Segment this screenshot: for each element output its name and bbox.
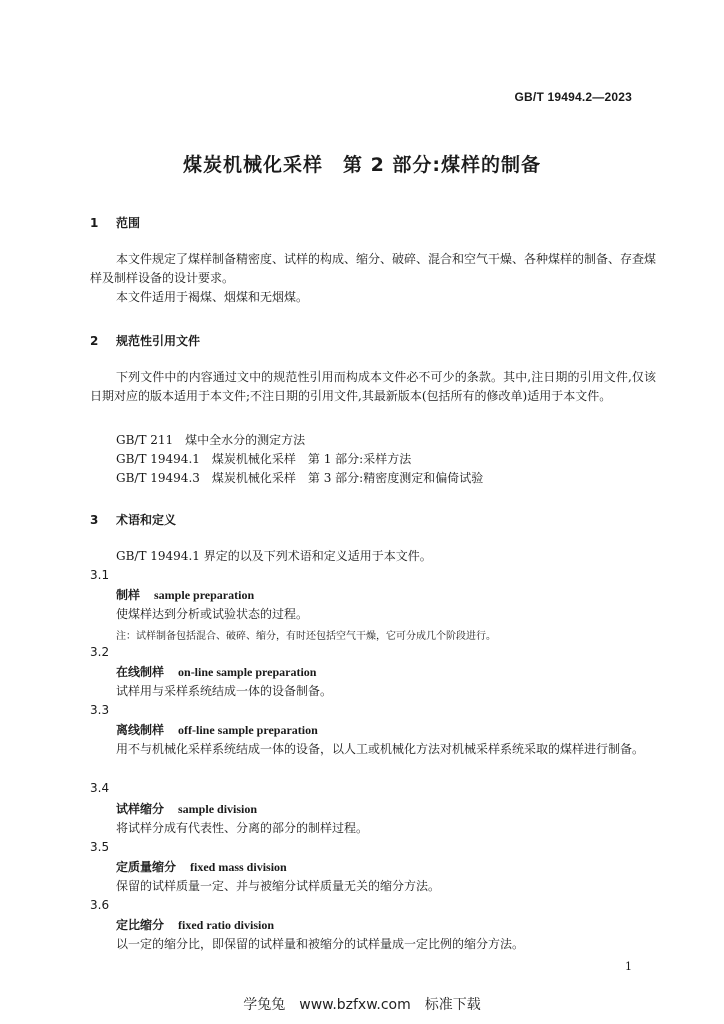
term-zh: 离线制样 [116, 723, 165, 737]
term-zh: 定比缩分 [116, 918, 165, 932]
section-number: 1 [90, 216, 99, 230]
term-en: fixed ratio division [178, 918, 275, 932]
term-definition: 用不与机械化采样系统结成一体的设备，以人工或机械化方法对机械采样系统采取的煤样进行制备。 [116, 742, 645, 756]
section-3-intro: GB/T 19494.1 界定的以及下列术语和定义适用于本文件。 [116, 549, 432, 563]
term-zh: 在线制样 [116, 665, 165, 679]
term-en: off-line sample preparation [178, 723, 318, 737]
section-title: 规范性引用文件 [116, 334, 201, 348]
term-heading [116, 916, 274, 933]
term-zh: 制样 [116, 588, 141, 602]
footer-watermark-text[interactable]: 学兔兔 www.bzfxw.com 标准下载 [243, 997, 481, 1013]
term-number: 3.3 [90, 703, 110, 717]
section-2-para-1: 下列文件中的内容通过文中的规范性引用而构成本文件必不可少的条款。其中,注日期的引用文件,仅该日期对应的版本适用于本文件;不注日期的引用文件,其最新版本(包括所有的修改单)适用于本文件。 [90, 370, 656, 403]
section-1-heading [90, 214, 140, 231]
term-definition: 将试样分成有代表性、分离的部分的制样过程。 [116, 821, 369, 835]
term-en: sample division [178, 802, 258, 816]
section-1-para-2: 本文件适用于褐煤、烟煤和无烟煤。 [116, 290, 309, 304]
term-number: 3.2 [90, 645, 110, 659]
term-number: 3.1 [90, 568, 110, 582]
document-title: 煤炭机械化采样 第 2 部分:煤样的制备 [182, 154, 542, 176]
term-number: 3.4 [90, 781, 110, 795]
section-number: 3 [90, 513, 99, 527]
term-definition: 使煤样达到分析或试验状态的过程。 [116, 607, 309, 621]
term-zh: 定质量缩分 [116, 860, 177, 874]
reference-item: GB/T 211 煤中全水分的测定方法 [116, 433, 306, 447]
term-heading [116, 721, 318, 738]
term-definition: 保留的试样质量一定、并与被缩分试样质量无关的缩分方法。 [116, 879, 441, 893]
term-heading [116, 663, 316, 680]
reference-item: GB/T 19494.1 煤炭机械化采样 第 1 部分:采样方法 [116, 452, 412, 466]
section-title: 范围 [116, 216, 141, 230]
section-number: 2 [90, 334, 99, 348]
term-en: sample preparation [154, 588, 255, 602]
term-heading [116, 800, 257, 817]
section-title: 术语和定义 [116, 513, 177, 527]
term-heading [116, 858, 287, 875]
term-definition: 试样用与采样系统结成一体的设备制备。 [116, 684, 333, 698]
section-1-para-1: 本文件规定了煤样制备精密度、试样的构成、缩分、破碎、混合和空气干燥、各种煤样的制备、存查煤样及制样设备的设计要求。 [90, 252, 657, 285]
standard-code: GB/T 19494.2—2023 [514, 90, 632, 104]
term-heading [116, 586, 254, 603]
section-2-heading [90, 332, 200, 349]
term-definition: 以一定的缩分比，即保留的试样量和被缩分的试样量成一定比例的缩分方法。 [116, 937, 525, 951]
reference-item: GB/T 19494.3 煤炭机械化采样 第 3 部分:精密度测定和偏倚试验 [116, 471, 484, 485]
term-number: 3.5 [90, 840, 110, 854]
term-en: fixed mass division [190, 860, 287, 874]
term-note: 注：试样制备包括混合、破碎、缩分，有时还包括空气干燥，它可分成几个阶段进行。 [116, 631, 496, 642]
term-zh: 试样缩分 [116, 802, 165, 816]
term-number: 3.6 [90, 898, 110, 912]
section-3-heading [90, 511, 176, 528]
page-number: 1 [625, 960, 632, 973]
term-en: on-line sample preparation [178, 665, 317, 679]
